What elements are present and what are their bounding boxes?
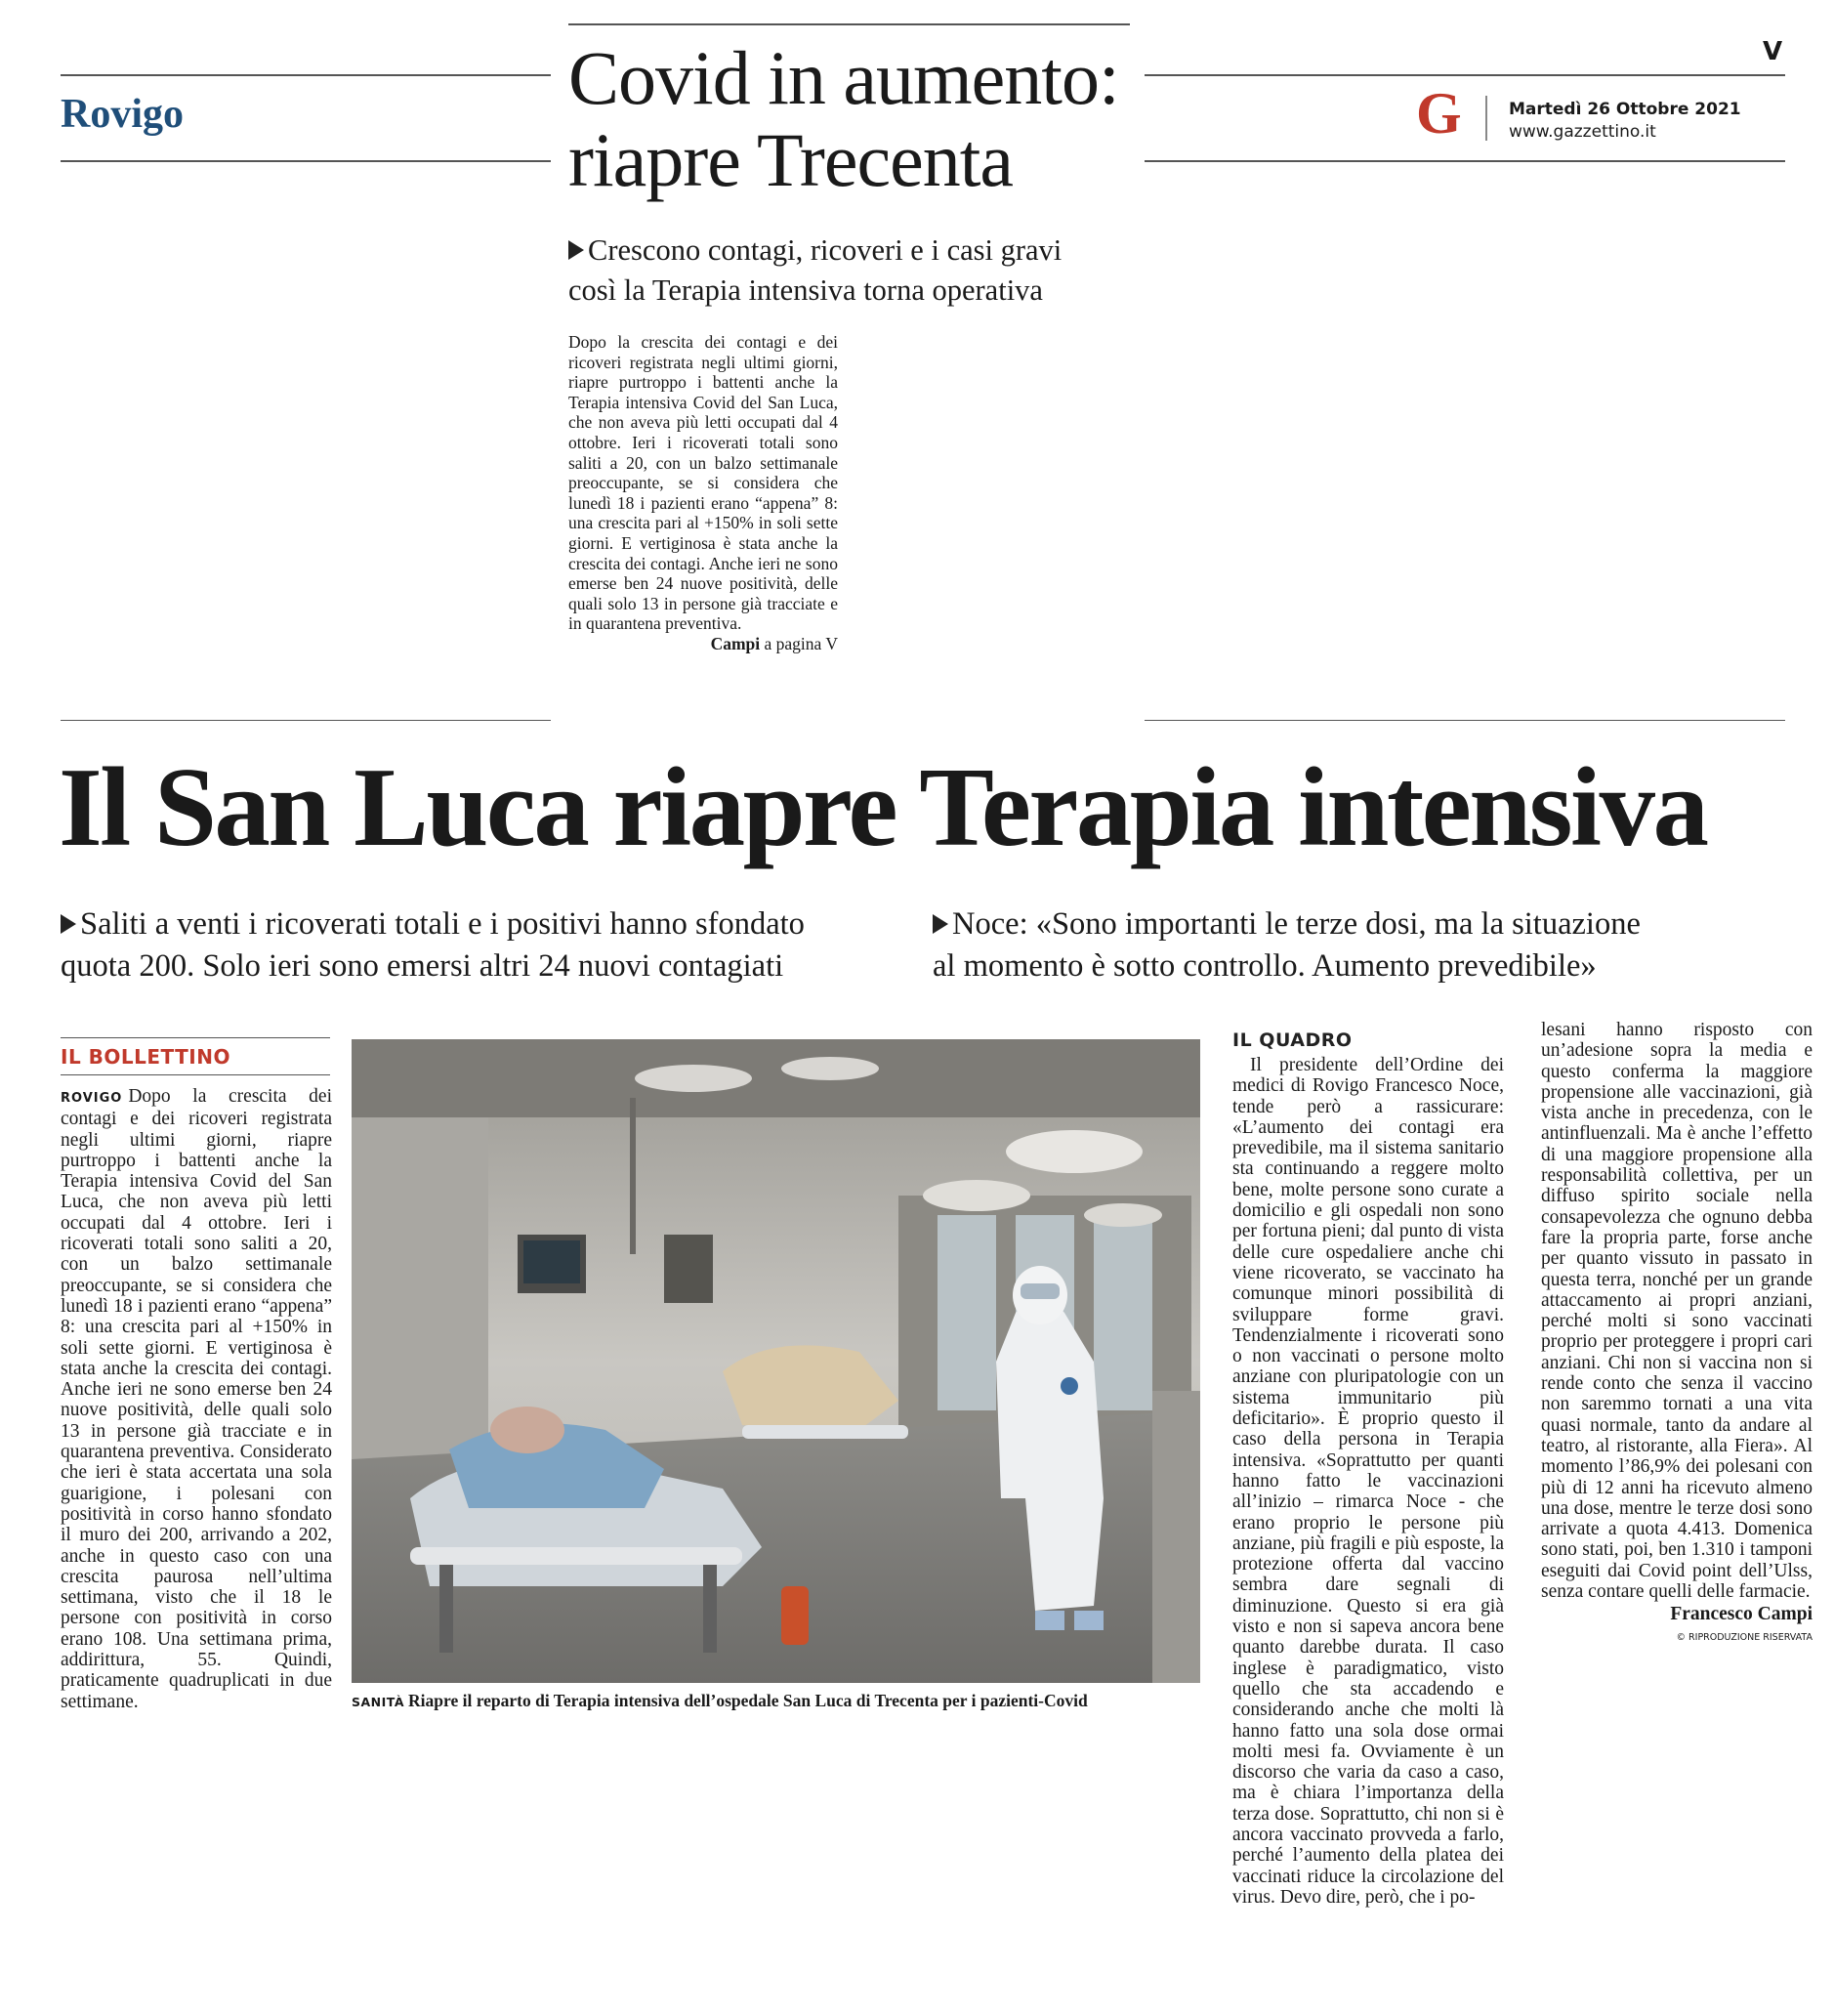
main-deck-right-line2: al momento è sotto controllo. Aumento prevedibile» [933, 948, 1597, 984]
photo-caption-text: Riapre il reparto di Terapia intensiva dell’ospedale San Luca di Trecenta per i pazienti-Covid [408, 1691, 1088, 1710]
top-story-subtitle [568, 231, 1154, 311]
top-story-body-text: Dopo la crescita dei contagi e dei ricoveri registrata negli ultimi giorni, riapre purtroppo i battenti anche la Terapia intensiva Covid del San Luca, che non aveva più letti occupati dal 4 ottobre. Ieri i ricoverati totali sono saliti a 20, con un balzo settimanale preoccupante, se si considera che lunedì 18 i pazienti erano “appena” 8: una crescita pari al +150% in soli sette giorni. E vertiginosa è stata anche la crescita dei contagi. Anche ieri ne sono emerse ben 24 nuove positività, delle quali solo 13 in persone già tracciate e in quarantena preventiva. [568, 332, 838, 634]
quadro-body-col2-text: lesani hanno risposto con un’adesione sopra la media e questo conferma la maggiore propensione alle vaccinazioni, già vista anche in precedenza, con le antinfluenzali. Ma è anche l’effetto di una maggiore propensione alla responsabilità collettiva, per un diffuso spirito sociale nella consapevolezza che ognuno debba fare la propria parte, forse anche per quanto vissuto in passato in questa terra, nonché per un grande attaccamento ai propri anziani, perché molti si sono vaccinati proprio per proteggere i propri cari anziani. Chi non si vaccina non si rende conto che senza il vaccino non saremmo tornati a una vita quasi normale, tanto da andare al teatro, al ristorante, alla Fiera». Al momento l’86,9% dei polesani con più di 12 anni ha ricevuto almeno una dose, mentre le terze dosi sono arrivate a quota 4.413. Domenica sono stati, poi, ben 1.310 i tamponi eseguiti dai Covid point dell’Ulss, senza contare quelli delle farmacie. [1541, 1020, 1813, 1603]
top-story-ref [568, 634, 838, 654]
main-deck-left-line1: Saliti a venti i ricoverati totali e i positivi hanno sfondato [80, 906, 805, 942]
main-deck-right-line1: Noce: «Sono importanti le terze dosi, ma la situazione [952, 906, 1641, 942]
quadro-body-col2 [1541, 1020, 1813, 1645]
header-rule-right-top [1145, 74, 1785, 76]
top-story-subtitle-line1: Crescono contagi, ricoveri e i casi gravi [588, 233, 1063, 267]
top-story-title [568, 37, 1154, 201]
triangle-bullet-icon [568, 240, 584, 260]
bollettino-rule-top [61, 1037, 330, 1038]
main-deck-left [61, 903, 920, 987]
top-story-ref-author: Campi [710, 633, 761, 653]
icu-photo-illustration [352, 1039, 1200, 1683]
top-story-ref-page: a pagina V [764, 633, 838, 653]
top-story-title-line1: Covid in aumento: [568, 35, 1119, 120]
main-rule-right [1145, 720, 1785, 721]
main-deck-right [933, 903, 1792, 987]
top-story-subtitle-line2: così la Terapia intensiva torna operativa [568, 273, 1043, 307]
header-rule-left-top [61, 74, 551, 76]
header-rule-right-bottom [1145, 160, 1785, 162]
quadro-author: Francesco Campi [1670, 1604, 1813, 1625]
top-story-body [568, 332, 838, 654]
header-rule-left-bottom [61, 160, 551, 162]
header-rule-center-top [568, 23, 1130, 25]
photo-caption [352, 1691, 1201, 1711]
quadro-copyright: © RIPRODUZIONE RISERVATA [1676, 1631, 1813, 1643]
publication-website: www.gazzettino.it [1509, 122, 1656, 142]
gazzettino-logo: G [1416, 81, 1462, 146]
photo-caption-label: SANITÀ [352, 1695, 405, 1709]
page-letter: V [1763, 37, 1783, 66]
logo-divider [1485, 96, 1487, 141]
bollettino-body-text: Dopo la crescita dei contagi e dei ricoveri registrata negli ultimi giorni, riapre purtroppo i battenti anche la Terapia intensiva Covid del San Luca, che non aveva più letti occupati dal 4 ottobre. Ieri i ricoverati totali sono saliti a 20, con un balzo settimanale preoccupante, se si considera che lunedì 18 i pazienti erano “appena” 8: una crescita pari al +150% in soli sette giorni. E vertiginosa è stata anche la crescita dei contagi. Anche ieri ne sono emerse ben 24 nuove positività, delle quali solo 13 in persone già tracciate e in quarantena preventiva. Considerato che ieri è stata accertata una sola guarigione, i polesani con positività in corso hanno sfondato il muro dei 200, arrivando a 202, anche in questo caso con una crescita paurosa nell’ultima settimana, visto che il 18 le persone con positività in corso erano 108. Una settimana prima, addirittura, 55. Quindi, praticamente quadruplicati in due settimane. [61, 1086, 332, 1712]
bollettino-rule-bottom [61, 1074, 330, 1075]
quadro-body-col1-text: Il presidente dell’Ordine dei medici di Rovigo Francesco Noce, tende però a rassicurare: «L’aumento dei contagi era prevedibile, ma il sistema sanitario sta continuando a reggere molto bene, molte persone sono curate a domicilio e gli ospedali non sono per fortuna pieni; dal punto di vista delle cure ospedaliere anche chi viene ricoverato, se vaccinato ha comunque minori possibilità di sviluppare forme gravi. Tendenzialmente i ricoverati sono o non vaccinati o persone molto anziane con pluripatologie con un sistema immunitario più deficitario». È proprio questo il caso della persona in Terapia intensiva. «Soprattutto per quanti hanno fatto le vaccinazioni all’inizio – rimarca Noce - che erano proprio le persone più anziane, più fragili e più esposte, la protezione offerta dal vaccino sembra dare segnali di diminuzione. Questo si era già visto e non si sapeva ancora bene quanto darebbe durata. Il caso inglese è paradigmatico, visto quello che sta accadendo e considerando anche che molti là hanno fatto una sola dose ormai molti mesi fa. Ovviamente è un discorso che varia da caso a caso, ma è chiara l’importanza della terza dose. Soprattutto, chi non si è ancora vaccinato provveda a farlo, perché l’aumento della platea dei vaccinati riduce la circolazione del virus. Devo dire, però, che i po- [1232, 1055, 1504, 1908]
main-deck-left-line2: quota 200. Solo ieri sono emersi altri 24 nuovi contagiati [61, 948, 784, 984]
triangle-bullet-icon [61, 914, 76, 934]
quadro-kicker: IL QUADRO [1232, 1029, 1353, 1051]
icu-photo [352, 1039, 1200, 1683]
main-headline: Il San Luca riapre Terapia intensiva [59, 745, 1707, 869]
main-rule-left [61, 720, 551, 721]
quadro-body-col1 [1232, 1055, 1504, 1908]
bollettino-body [61, 1086, 332, 1712]
bollettino-kicker: IL BOLLETTINO [61, 1045, 230, 1069]
section-title: Rovigo [61, 92, 184, 137]
top-story-title-line2: riapre Trecenta [568, 117, 1013, 202]
publication-date: Martedì 26 Ottobre 2021 [1509, 100, 1741, 119]
triangle-bullet-icon [933, 914, 948, 934]
bollettino-dateline: ROVIGO [61, 1091, 123, 1106]
